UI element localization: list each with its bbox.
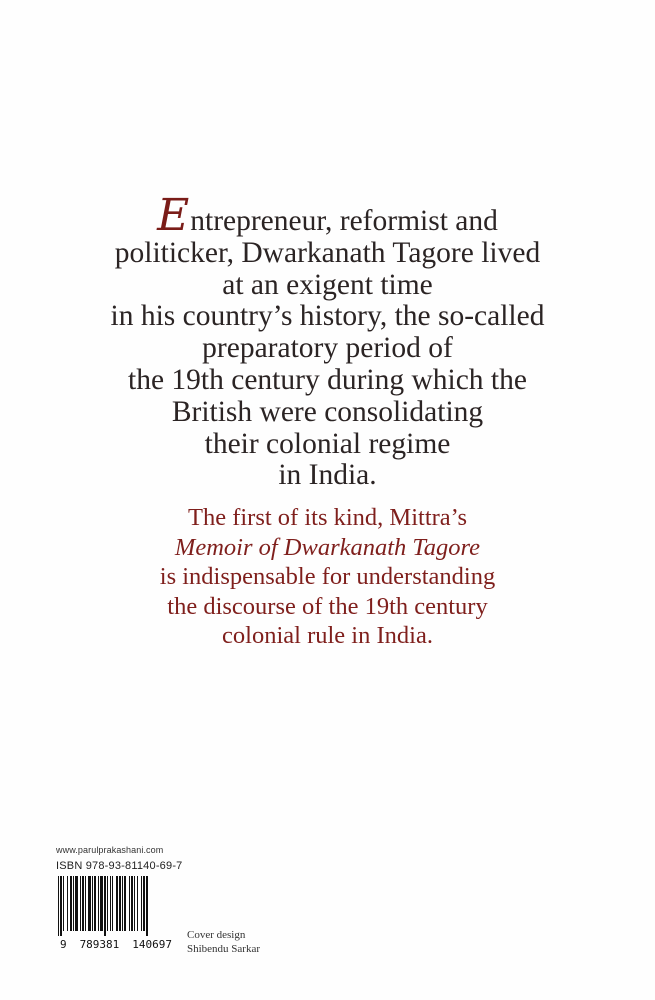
publisher-url: www.parulprakashani.com (56, 845, 164, 855)
blurb-line: at an exigent time (222, 268, 433, 301)
blurb-first-line (0, 190, 655, 241)
credit-label: Cover design (187, 929, 246, 941)
barcode-digit-group: 789381 (79, 938, 120, 951)
blurb-line: the 19th century during which the (128, 363, 527, 396)
barcode-icon (57, 876, 172, 936)
blurb-line: their colonial regime (204, 427, 451, 460)
barcode-digits (60, 938, 172, 951)
highlight-line: the discourse of the 19th century (167, 592, 488, 620)
highlight-paragraph (0, 503, 655, 651)
blurb-first-line-text: ntrepreneur, reformist and (190, 205, 498, 237)
blurb-line: politicker, Dwarkanath Tagore lived (114, 236, 541, 269)
drop-cap: E (157, 190, 190, 241)
blurb-line: in his country’s history, the so-called (110, 300, 545, 333)
barcode-digit-group: 9 (60, 938, 67, 951)
barcode-digit-group: 140697 (132, 938, 172, 951)
blurb-line: in India. (278, 459, 377, 492)
highlight-line: The first of its kind, Mittra’s (188, 504, 467, 531)
blurb-line: British were consolidating (171, 395, 484, 428)
highlight-line: colonial rule in India. (222, 622, 433, 650)
blurb-paragraph (0, 190, 655, 492)
cover-credit (187, 929, 260, 956)
book-title-italic: Memoir of Dwarkanath Tagore (174, 533, 481, 561)
blurb-line: preparatory period of (202, 332, 453, 365)
isbn-text: ISBN 978-93-81140-69-7 (56, 860, 183, 872)
credit-name: Shibendu Sarkar (187, 942, 261, 955)
highlight-line: is indispensable for understanding (159, 563, 496, 591)
